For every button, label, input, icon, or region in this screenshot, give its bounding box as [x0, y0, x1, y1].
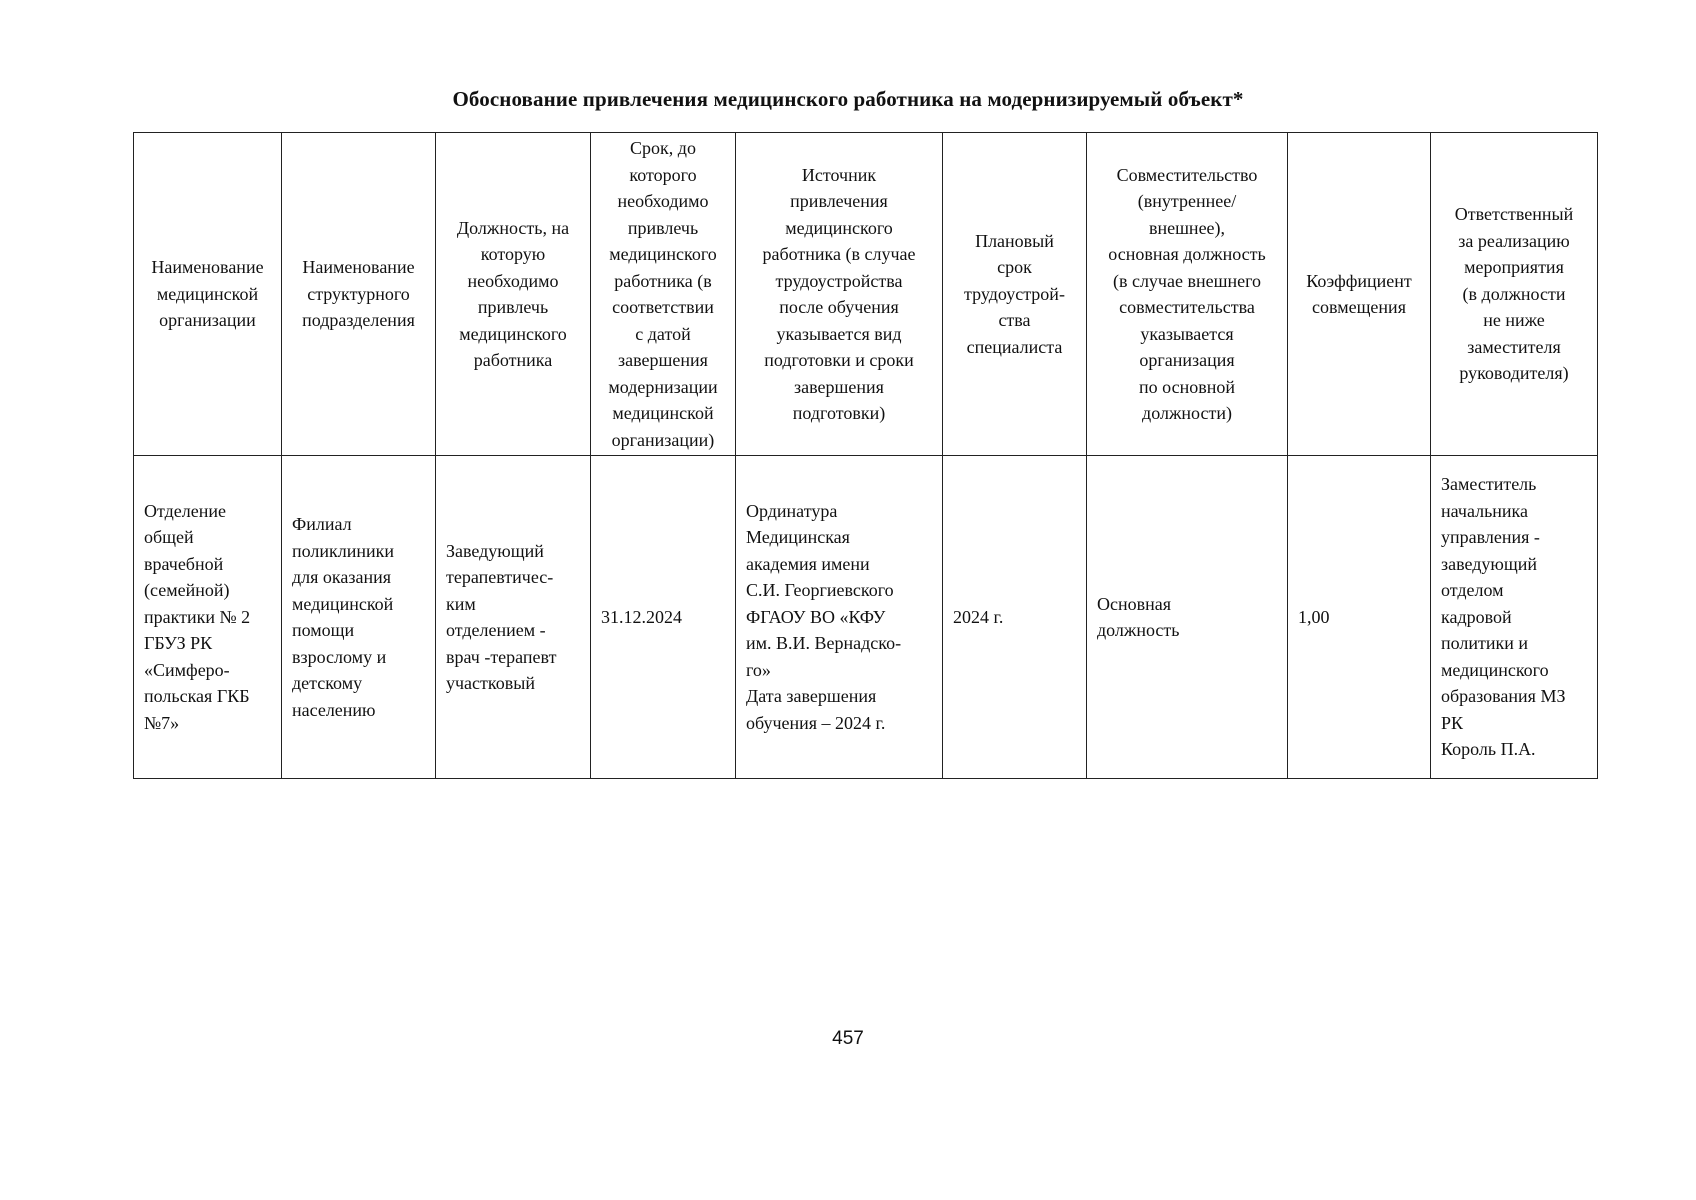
- text-line: академия имени: [746, 553, 870, 574]
- text-line: ГБУЗ РК: [144, 633, 213, 654]
- text-line: ким: [446, 593, 476, 614]
- text-line: Ординатура: [746, 500, 838, 521]
- header-responsible: [1431, 133, 1598, 456]
- text-line: после обучения: [779, 297, 899, 317]
- text-line: «Симферо-: [144, 659, 230, 680]
- table-header-row: [134, 133, 1598, 456]
- text-line: необходимо: [617, 191, 709, 211]
- text-line: населению: [292, 699, 376, 720]
- text-line: обучения – 2024 г.: [746, 712, 886, 733]
- text-line: Филиал: [292, 514, 352, 534]
- text-line: (в должности: [1462, 283, 1566, 304]
- text-line: врачебной: [144, 553, 224, 574]
- text-line: основная должность: [1108, 244, 1266, 264]
- text-line: Коэффициент: [1306, 270, 1412, 291]
- text-line: руководителя): [1459, 363, 1569, 384]
- text-line: Совместительство: [1116, 164, 1258, 185]
- text-line: подразделения: [302, 310, 415, 331]
- text-line: привлечь: [627, 217, 699, 238]
- text-line: Основная: [1097, 593, 1172, 614]
- text-line: внешнее),: [1148, 217, 1226, 238]
- text-line: образования МЗ: [1441, 686, 1566, 707]
- header-coefficient: [1288, 133, 1431, 456]
- justification-table: [133, 132, 1598, 779]
- page-number: 457: [832, 1028, 864, 1049]
- text-line: Заведующий: [446, 540, 544, 561]
- text-line: должности): [1142, 403, 1232, 423]
- header-deadline: [591, 133, 736, 456]
- cell-part-time: [1087, 456, 1288, 779]
- text-line: трудоустрой-: [964, 283, 1065, 304]
- text-line: врач -терапевт: [446, 646, 557, 667]
- text-line: привлечения: [790, 191, 888, 211]
- text-line: мероприятия: [1464, 257, 1564, 278]
- text-line: должность: [1097, 620, 1180, 640]
- cell-subdivision: [282, 456, 436, 779]
- text-line: по основной: [1139, 376, 1235, 397]
- text-line: №7»: [144, 712, 180, 733]
- text-line: не ниже: [1483, 310, 1545, 331]
- text-line: медицинского: [459, 323, 567, 344]
- text-line: подготовки и сроки: [764, 350, 914, 370]
- text-line: поликлиники: [292, 540, 395, 561]
- cell-planned-date: [943, 456, 1087, 779]
- text-line: кадровой: [1441, 606, 1512, 627]
- text-line: ФГАОУ ВО «КФУ: [746, 606, 886, 627]
- text-line: участковый: [446, 673, 535, 693]
- text-line: подготовки): [792, 403, 886, 423]
- text-line: 1,00: [1298, 606, 1330, 627]
- text-line: Отделение: [144, 500, 227, 521]
- text-line: терапевтичес-: [446, 567, 554, 587]
- text-line: привлечь: [477, 297, 549, 317]
- text-line: за реализацию: [1458, 230, 1570, 251]
- text-line: отделом: [1441, 580, 1504, 601]
- text-line: которую: [480, 244, 546, 264]
- header-subdivision: [282, 133, 436, 456]
- header-part-time: [1087, 133, 1288, 456]
- text-line: с датой: [635, 323, 691, 344]
- text-line: медицинской: [612, 403, 714, 423]
- text-line: завершения: [618, 350, 708, 370]
- text-line: помощи: [292, 620, 355, 640]
- text-line: 2024 г.: [953, 606, 1004, 627]
- text-line: организация: [1139, 350, 1235, 370]
- text-line: им. В.И. Вернадско-: [746, 633, 902, 654]
- text-line: модернизации: [608, 376, 718, 397]
- text-line: указывается вид: [776, 323, 902, 344]
- header-source: [736, 133, 943, 456]
- text-line: (внутреннее/: [1137, 191, 1237, 211]
- text-line: детскому: [292, 673, 363, 693]
- text-line: медицинского: [1441, 659, 1549, 680]
- header-org-name: [134, 133, 282, 456]
- text-line: ства: [998, 310, 1031, 331]
- text-line: Ответственный: [1454, 204, 1574, 225]
- text-line: 31.12.2024: [601, 606, 682, 627]
- text-line: начальника: [1441, 500, 1529, 521]
- text-line: польская ГКБ: [144, 686, 250, 707]
- text-line: работника: [473, 350, 553, 370]
- text-line: общей: [144, 527, 194, 548]
- text-line: совмещения: [1312, 297, 1406, 317]
- text-line: Срок, до: [630, 138, 696, 158]
- text-line: Медицинская: [746, 527, 850, 548]
- text-line: Наименование: [151, 257, 264, 278]
- text-line: Заместитель: [1441, 474, 1537, 495]
- text-line: политики и: [1441, 633, 1529, 654]
- cell-responsible: [1431, 456, 1598, 779]
- text-line: трудоустройства: [775, 270, 903, 291]
- text-line: Плановый: [975, 230, 1054, 251]
- text-line: для оказания: [292, 567, 392, 587]
- text-line: завершения: [794, 376, 884, 397]
- text-line: совместительства: [1119, 297, 1255, 317]
- text-line: специалиста: [966, 336, 1063, 357]
- text-line: соответствии: [612, 297, 714, 317]
- text-line: Наименование: [302, 257, 415, 278]
- text-line: Король П.А.: [1441, 739, 1536, 760]
- text-line: Дата завершения: [746, 686, 877, 707]
- text-line: взрослому и: [292, 646, 387, 667]
- text-line: структурного: [307, 283, 410, 304]
- text-line: управления -: [1441, 527, 1540, 548]
- header-planned-date: [943, 133, 1087, 456]
- header-position: [436, 133, 591, 456]
- text-line: С.И. Георгиевского: [746, 580, 894, 601]
- cell-position: [436, 456, 591, 779]
- text-line: Должность, на: [456, 217, 570, 238]
- text-line: практики № 2: [144, 606, 251, 627]
- cell-coefficient: [1288, 456, 1431, 779]
- text-line: го»: [746, 659, 771, 680]
- text-line: организации: [159, 310, 256, 331]
- cell-org-name: [134, 456, 282, 779]
- cell-deadline: [591, 456, 736, 779]
- text-line: которого: [629, 164, 697, 185]
- text-line: медицинского: [609, 244, 717, 264]
- text-line: отделением -: [446, 620, 546, 640]
- text-line: заместителя: [1467, 336, 1561, 357]
- text-line: Источник: [801, 164, 877, 185]
- text-line: работника (в случае: [762, 244, 916, 264]
- text-line: заведующий: [1441, 553, 1537, 574]
- table-row: [134, 456, 1598, 779]
- text-line: необходимо: [467, 270, 559, 291]
- text-line: медицинской: [156, 283, 259, 304]
- text-line: (в случае внешнего: [1112, 270, 1262, 291]
- text-line: срок: [997, 257, 1032, 278]
- text-line: организации): [611, 429, 715, 450]
- text-line: медицинского: [785, 217, 893, 238]
- text-line: (семейной): [144, 580, 230, 601]
- page-title: Обоснование привлечения медицинского работника на модернизируемый объект*: [452, 87, 1244, 111]
- text-line: РК: [1441, 712, 1464, 733]
- text-line: работника (в: [614, 270, 712, 291]
- text-line: медицинской: [292, 593, 394, 614]
- text-line: указывается: [1140, 323, 1234, 344]
- cell-source: [736, 456, 943, 779]
